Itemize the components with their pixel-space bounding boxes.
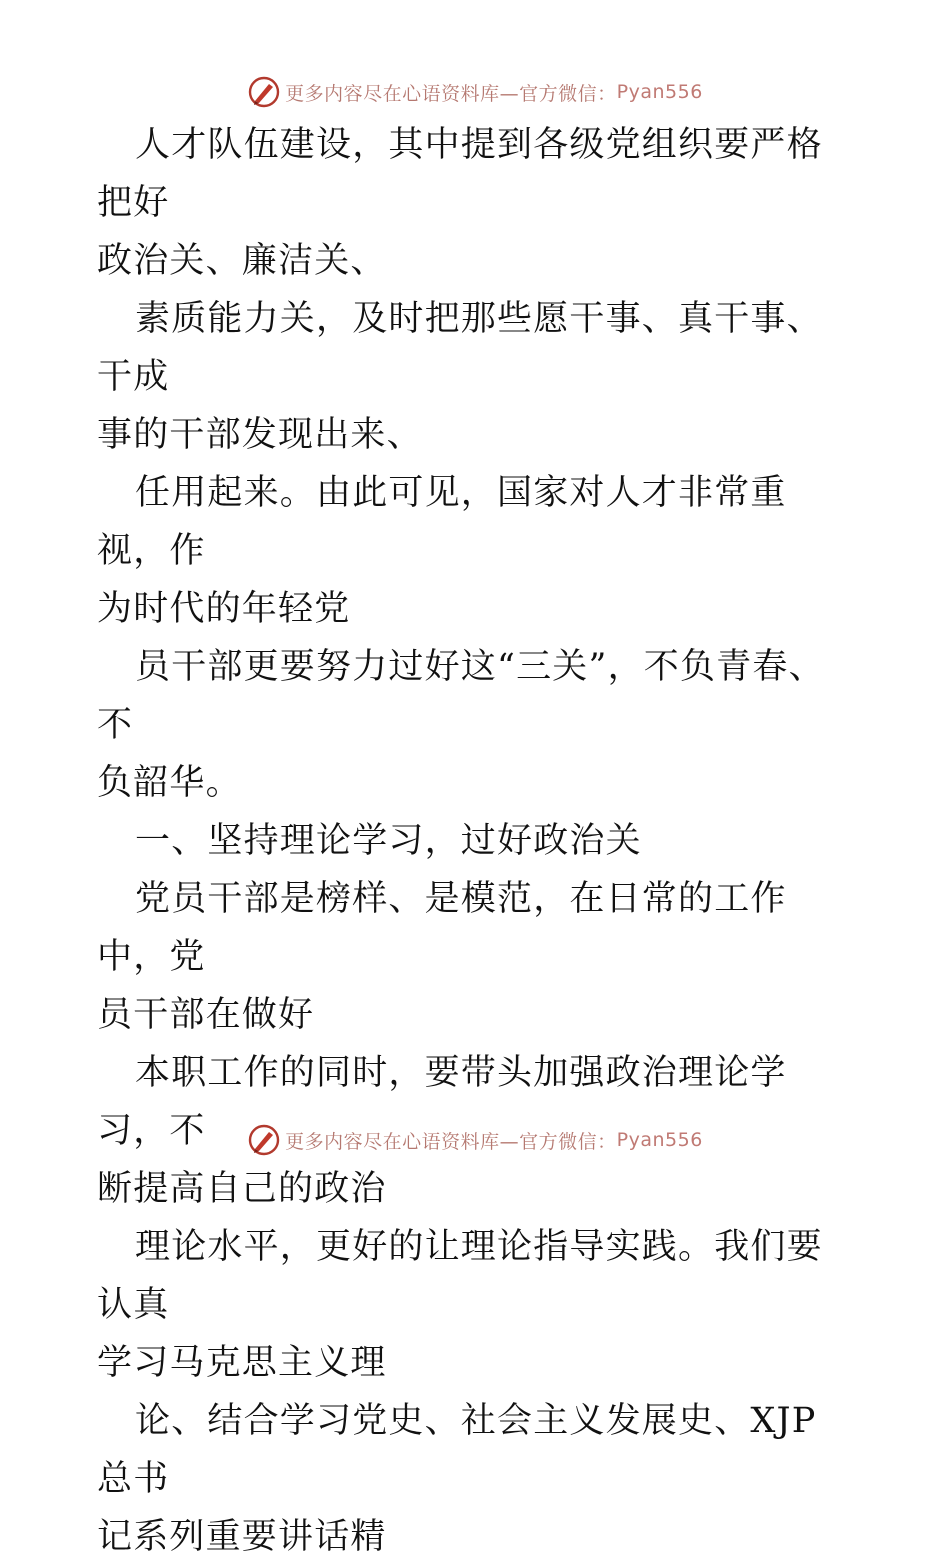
text-line: 断提高自己的政治 (97, 1169, 387, 1209)
text-line: 理论水平，更好的让理论指导实践。我们要认真 (97, 1227, 823, 1325)
text-line: 素质能力关，及时把那些愿干事、真干事、干成 (97, 299, 823, 397)
footer-watermark (0, 1120, 950, 1160)
document-body (97, 116, 853, 1566)
paragraph (97, 464, 853, 638)
text-line: 事的干部发现出来、 (97, 415, 423, 455)
text-line: 员干部在做好 (97, 995, 315, 1035)
text-line: 为时代的年轻党 (97, 589, 351, 629)
watermark-wechat-id: Pyan556 (616, 1129, 703, 1151)
paragraph (97, 116, 853, 290)
paragraph (97, 870, 853, 1044)
text-line: 记系列重要讲话精 (97, 1517, 387, 1557)
text-line: 一、坚持理论学习，过好政治关 (135, 821, 642, 861)
header-watermark (0, 72, 950, 112)
pen-logo-icon (247, 1123, 281, 1157)
text-line: 人才队伍建设，其中提到各级党组织要严格把好 (97, 125, 823, 223)
text-line: 员干部更要努力过好这“三关”，不负青春、不 (97, 647, 825, 745)
watermark-wechat-id: Pyan556 (616, 81, 703, 103)
paragraph (97, 1218, 853, 1392)
watermark-text: 更多内容尽在心语资料库—官方微信： (285, 1130, 617, 1153)
text-line: 学习马克思主义理 (97, 1343, 387, 1383)
paragraph (97, 290, 853, 464)
watermark-text: 更多内容尽在心语资料库—官方微信： (285, 82, 617, 105)
text-line: 党员干部是榜样、是模范，在日常的工作中，党 (97, 879, 787, 977)
text-line: 负韶华。 (97, 763, 242, 803)
text-line: 任用起来。由此可见，国家对人才非常重视，作 (97, 473, 787, 571)
text-line: 论、结合学习党史、社会主义发展史、XJP 总书 (97, 1401, 817, 1499)
paragraph (97, 638, 853, 812)
section-heading (97, 812, 853, 870)
text-line: 政治关、廉洁关、 (97, 241, 387, 281)
pen-logo-icon (247, 75, 281, 109)
text-line: 本职工作的同时，要带头加强政治理论学习，不 (97, 1053, 787, 1151)
paragraph (97, 1392, 853, 1566)
